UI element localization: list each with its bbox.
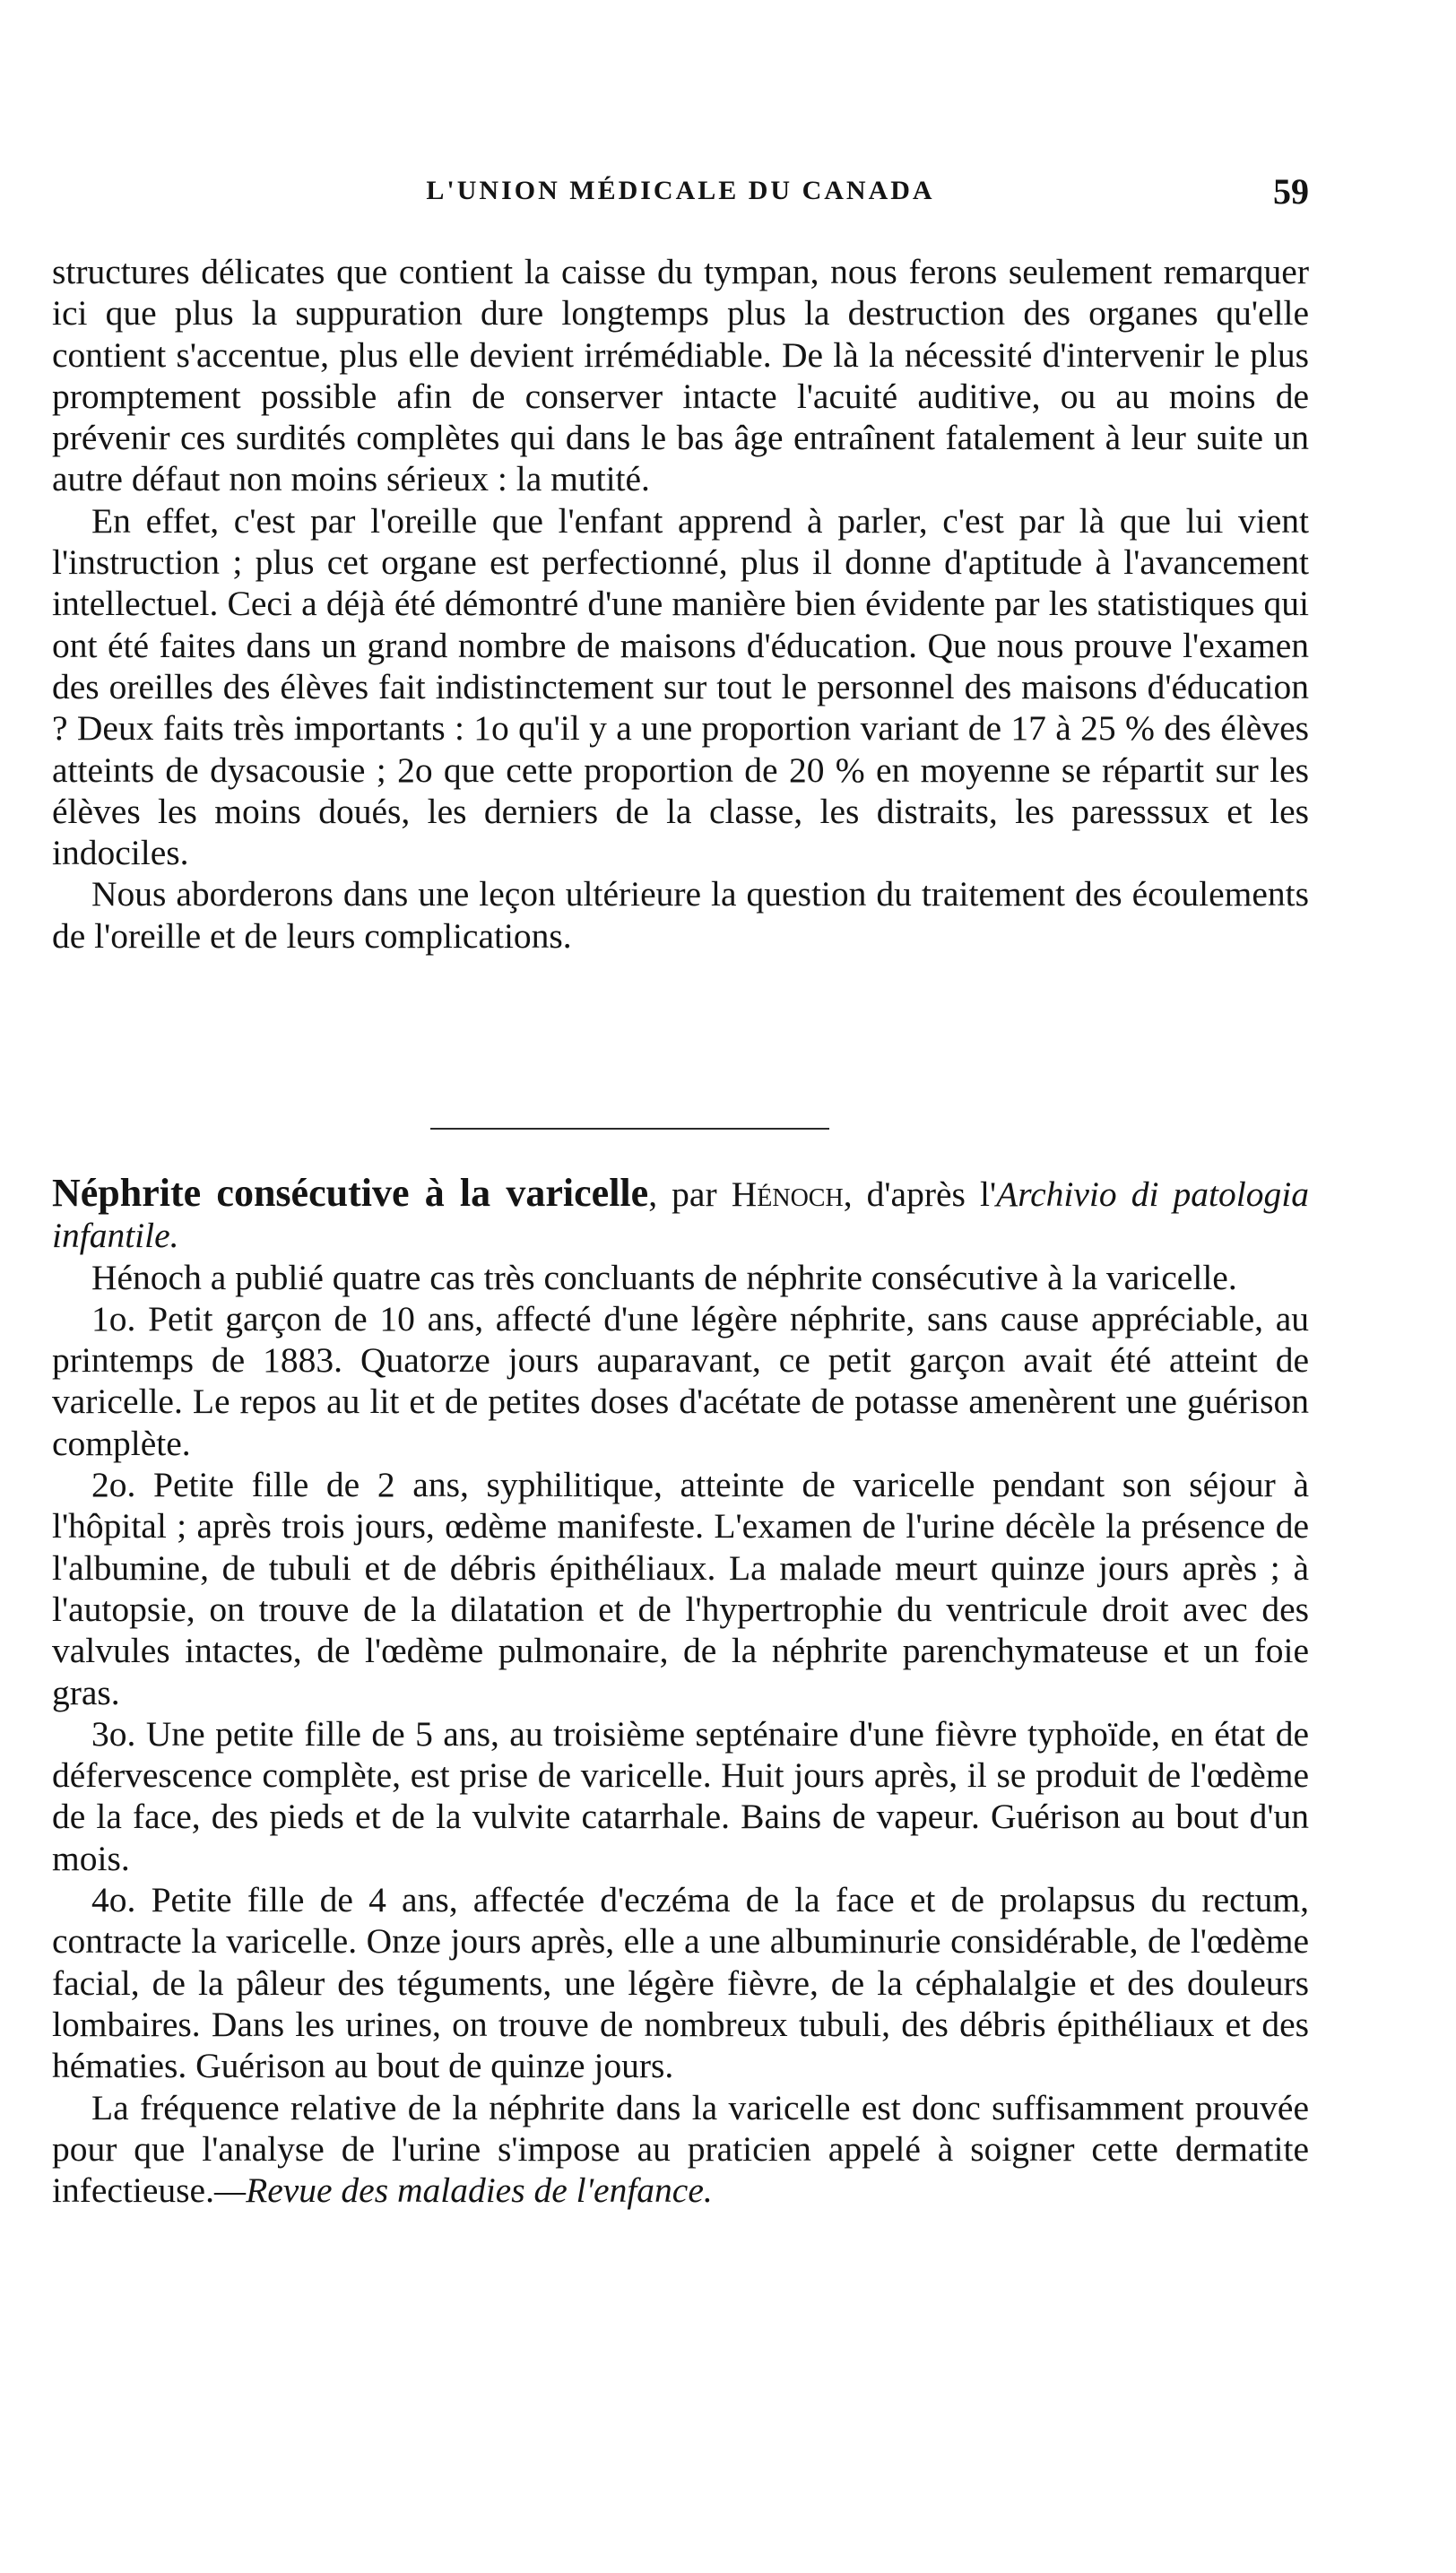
byline-prefix: , par [648, 1174, 732, 1214]
article-title: Néphrite consécutive à la varicelle [52, 1171, 649, 1215]
body-paragraph: Nous aborderons dans une leçon ultérieure la question du traitement des écoulements de l'oreille et de leurs complications. [52, 874, 1309, 956]
body-paragraph: structures délicates que contient la caisse du tympan, nous ferons seulement remarquer ici que plus la suppuration dure longtemps plus la destruction des organes qu'elle contient s'accentue, plus elle devient irrémédiable. De là la nécessité d'intervenir le plus promptement possible afin de conserver intacte l'acuité auditive, ou au moins de prévenir ces surdités complètes qui dans le bas âge entraînent fatalement à leur suite un autre défaut non moins sérieux : la mutité. [52, 252, 1309, 499]
case-paragraph: 2o. Petite fille de 2 ans, syphilitique, atteinte de varicelle pendant son séjour à l'hôpital ; après trois jours, œdème manifeste. L'examen de l'urine décèle la présence de l'albumine, de tubuli et de débris épithéliaux. La malade meurt quinze jours après ; à l'autopsie, on trouve de la dilatation et de l'hypertrophie du ventricule droit avec des valvules intactes, de l'œdème pulmonaire, de la néphrite parenchymateuse et un foie gras. [52, 1465, 1309, 1712]
article-section [52, 1173, 1309, 2211]
conclusion-paragraph [52, 2087, 1309, 2212]
conclusion-text: La fréquence relative de la néphrite dans la varicelle est donc suffisamment prouvée pour que l'analyse de l'urine s'impose au praticien appelé à soigner cette dermatite infectieuse. [52, 2087, 1309, 2211]
case-paragraph: 4o. Petite fille de 4 ans, affectée d'eczéma de la face et de prolapsus du rectum, contracte la varicelle. Onze jours après, elle a une albuminurie considérable, de l'œdème facial, de la pâleur des téguments, une légère fièvre, de la céphalalgie et des douleurs lombaires. Dans les urines, on trouve de nombreux tubuli, des débris épithéliaux et des hématies. Guérison au bout de quinze jours. [52, 1880, 1309, 2086]
article-heading [52, 1173, 1309, 1257]
source-prefix: , d'après l' [843, 1174, 997, 1214]
article-author: Hénoch [731, 1174, 844, 1214]
page-header [52, 170, 1309, 212]
section-divider [430, 1128, 829, 1130]
article-source: Archivio di patologia infantile. [52, 1174, 1309, 1256]
body-paragraph: En effet, c'est par l'oreille que l'enfant apprend à parler, c'est par là que lui vient l'instruction ; plus cet organe est perfectionné, plus il donne d'aptitude à l'avancement intellectuel. Ceci a déjà été démontré d'une manière bien évidente par les statistiques qui ont été faites dans un grand nombre de maisons d'éducation. Que nous prouve l'examen des oreilles des élèves fait indistinctement sur tout le personnel des maisons d'éducation ? Deux faits très importants : 1o qu'il y a une proportion variant de 17 à 25 % des élèves atteints de dysacousie ; 2o que cette proportion de 20 % en moyenne se répartit sur les élèves les moins doués, les derniers de la classe, les distraits, les paresssux et les indociles. [52, 500, 1309, 873]
conclusion-source: —Revue des maladies de l'enfance. [213, 2170, 713, 2211]
page-number: 59 [1273, 171, 1309, 212]
article-intro: Hénoch a publié quatre cas très concluants de néphrite consécutive à la varicelle. [91, 1257, 1237, 1297]
case-paragraph: 3o. Une petite fille de 5 ans, au troisième septénaire d'une fièvre typhoïde, en état de défervescence complète, est prise de varicelle. Huit jours après, il se produit de l'œdème de la face, des pieds et de la vulvite catarrhale. Bains de vapeur. Guérison au bout d'un mois. [52, 1713, 1309, 1878]
case-paragraph: 1o. Petit garçon de 10 ans, affecté d'une légère néphrite, sans cause appréciable, au printemps de 1883. Quatorze jours auparavant, ce petit garçon avait été atteint de varicelle. Le repos au lit et de petites doses d'acétate de potasse amenèrent une guérison complète. [52, 1298, 1309, 1463]
continued-section [52, 251, 1309, 957]
running-head: L'UNION MÉDICALE DU CANADA [426, 176, 935, 205]
